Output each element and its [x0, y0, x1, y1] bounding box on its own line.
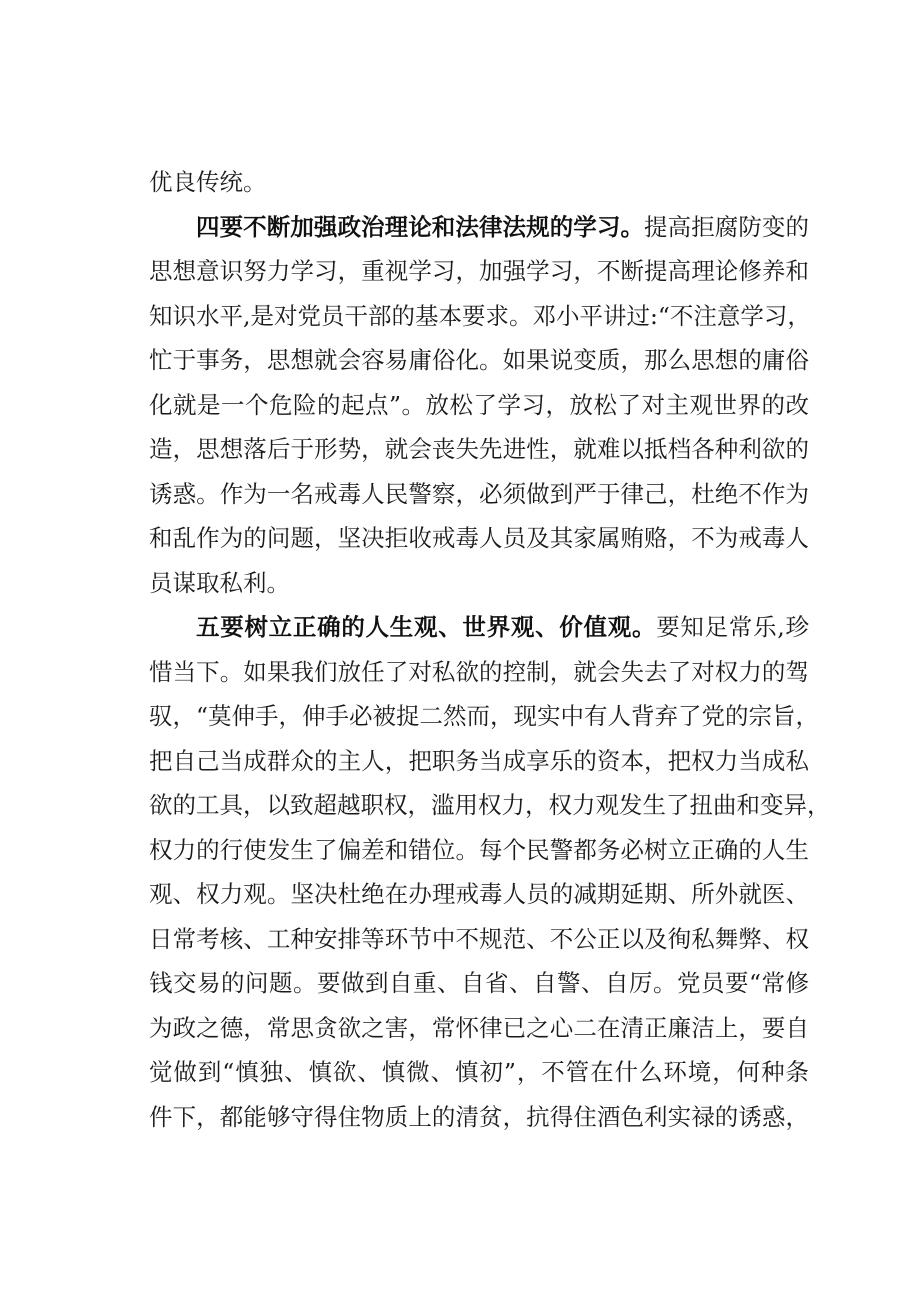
heading-line: 五要树立正确的人生观、世界观、价值观。要知足常乐,珍 [196, 613, 809, 641]
text-line: 件下，都能够守得住物质上的清贫，抗得住酒色利实禄的诱惑， [149, 1103, 809, 1131]
text-line: 日常考核、工种安排等环节中不规范、不公正以及徇私舞弊、权 [149, 925, 809, 953]
text-line: 化就是一个危险的起点”。放松了学习，放松了对主观世界的改 [149, 391, 809, 419]
heading-line: 四要不断加强政治理论和法律法规的学习。提高拒腐防变的 [196, 213, 810, 241]
text-line: 权力的行使发生了偏差和错位。每个民警都务必树立正确的人生 [149, 836, 809, 864]
text-line: 欲的工具，以致超越职权，滥用权力，权力观发生了扭曲和变异， [149, 791, 831, 819]
text-line: 员谋取私利。 [149, 569, 290, 597]
bold-heading: 五要树立正确的人生观、世界观、价值观。 [196, 613, 657, 641]
text-line: 思想意识努力学习，重视学习，加强学习，不断提高理论修养和 [149, 257, 809, 285]
text-line: 觉做到“慎独、慎欲、慎微、慎初”，不管在什么环境，何种条 [149, 1058, 809, 1086]
text-line: 和乱作为的问题，坚决拒收戒毒人员及其家属贿赂，不为戒毒人 [149, 524, 809, 552]
bold-heading: 四要不断加强政治理论和法律法规的学习。 [196, 213, 645, 241]
text-line: 惜当下。如果我们放任了对私欲的控制，就会失去了对权力的驾 [149, 658, 809, 686]
text-line: 驭，“莫伸手，伸手必被捉二然而，现实中有人背弃了党的宗旨， [149, 702, 820, 730]
text-line: 诱惑。作为一名戒毒人民警察，必须做到严于律己，杜绝不作为 [149, 480, 809, 508]
text-line: 造，思想落后于形势，就会丧失先进性，就难以抵档各种利欲的 [149, 435, 809, 463]
text-line: 为政之德，常思贪欲之害，常怀律已之心二在清正廉洁上，要自 [149, 1014, 809, 1042]
text-line: 忙于事务，思想就会容易庸俗化。如果说变质，那么思想的庸俗 [149, 346, 809, 374]
text-line: 知识水平,是对党员干部的基本要求。邓小平讲过:“不注意学习， [149, 302, 811, 330]
text-line: 观、权力观。坚决杜绝在办理戒毒人员的减期延期、所外就医、 [149, 880, 809, 908]
text-line: 钱交易的问题。要做到自重、自省、自警、自厉。党员要“常修 [149, 969, 809, 997]
text-line: 优良传统。 [149, 168, 267, 196]
text-line: 把自己当成群众的主人，把职务当成享乐的资本，把权力当成私 [149, 747, 809, 775]
